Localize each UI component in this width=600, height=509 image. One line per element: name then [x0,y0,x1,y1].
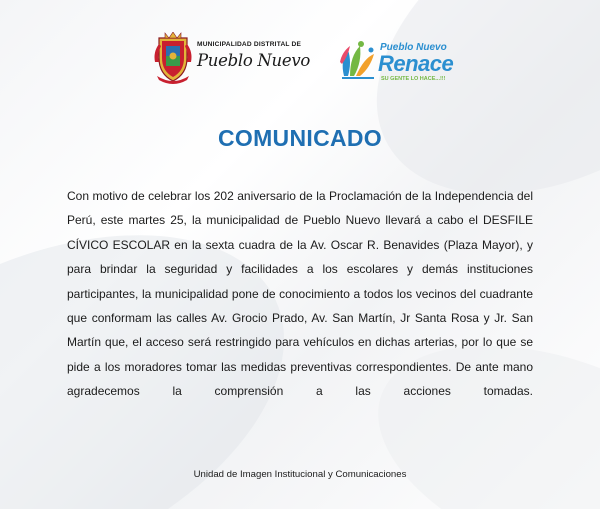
renace-leaves-icon [338,38,378,80]
campaign-slogan: SU GENTE LO HACE...!!! [381,76,446,82]
header-logos [0,30,600,92]
municipality-logo [153,30,310,88]
page-title: COMUNICADO [218,125,382,151]
campaign-title-small: Pueblo Nuevo [380,42,447,53]
renace-logo [338,34,458,92]
announcement-body: Con motivo de celebrar los 202 aniversario de la Proclamación de la Independencia del Perú, este martes 25, la municipalidad de Pueblo Nuevo llevará a cabo el DESFILE CÍVICO ESCOLAR en la sexta cuadra de la Av. Oscar R. Benavides (Plaza Mayor), y para brindar la seguridad y facilidades a los escolares y demás instituciones participantes, la municipalidad pone de conocimiento a todos los vecinos del cuadrante que conformam las calles Av. Grocio Prado, Av. San Martín, Jr Santa Rosa y Jr. San Martín que, el acceso será restringido para vehículos en dichas arterias, por lo que se pide a los moradores tomar las medidas preventivas correspondientes. De ante mano agradecemos la comprensión a las acciones tomadas. [67,189,533,399]
municipal-crest-icon [153,32,193,84]
municipality-label: MUNICIPALIDAD DISTRITAL DE [197,41,302,48]
campaign-title-big: Renace [378,51,454,76]
footer-signature: Unidad de Imagen Institucional y Comunicaciones [193,469,407,480]
municipality-name: Pueblo Nuevo [197,51,310,70]
